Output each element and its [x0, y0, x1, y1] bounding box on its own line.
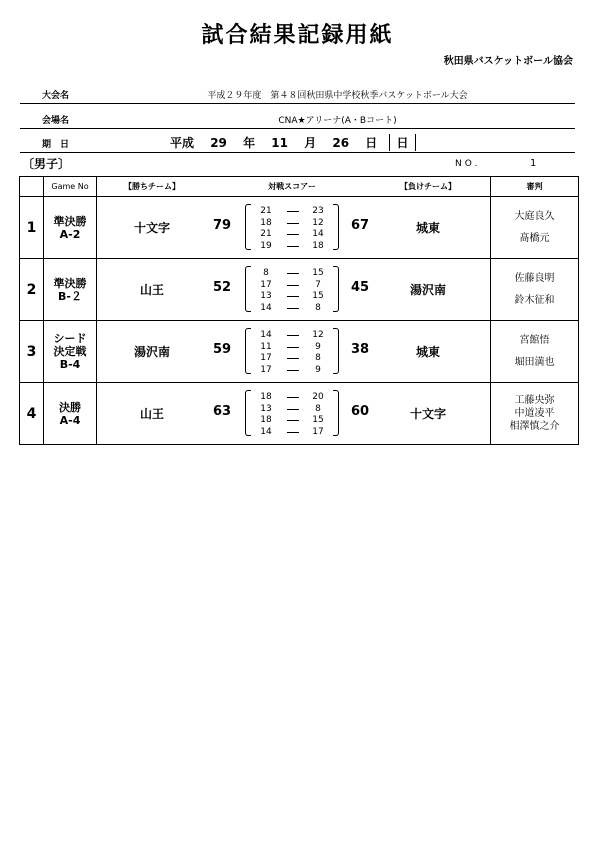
col-header-score: 対戦スコアー	[268, 182, 316, 191]
venue-name: CNA★アリーナ(A・Bコート)	[278, 116, 397, 126]
quarter-row	[253, 302, 331, 314]
referees	[491, 259, 579, 321]
referee-name: 大庭良久	[514, 211, 555, 222]
col-header-main	[97, 177, 491, 197]
col-header-loser: 【負けチーム】	[400, 182, 456, 191]
bracket-right	[333, 390, 339, 436]
quarter-row	[253, 267, 331, 279]
round-line: A-2	[59, 227, 81, 241]
quarter-row	[253, 228, 331, 240]
quarter-row	[253, 240, 331, 252]
quarter-dash	[287, 335, 299, 336]
divider	[20, 128, 575, 129]
quarter-row	[253, 352, 331, 364]
quarter-winner-points: 21	[260, 206, 272, 216]
game-number: 2	[20, 259, 44, 321]
quarter-loser-points: 8	[315, 302, 321, 313]
bracket-left	[245, 204, 251, 250]
quarter-loser-points: 12	[312, 217, 324, 228]
divider	[20, 103, 575, 104]
game-round	[44, 321, 97, 383]
loser-team: 城東	[415, 221, 440, 235]
round-line: シード	[53, 332, 87, 345]
bracket-left	[245, 266, 251, 312]
referees	[491, 383, 579, 445]
quarter-loser-points: 23	[312, 206, 324, 216]
table-row	[20, 321, 579, 383]
quarter-loser-points: 7	[315, 279, 321, 290]
quarter-dash	[287, 370, 299, 371]
quarter-row	[253, 391, 331, 403]
quarter-scores	[245, 203, 339, 251]
date-weekday: 日	[389, 134, 415, 151]
bracket-left	[245, 390, 251, 436]
winner-team: 山王	[139, 407, 164, 421]
winner-team: 湯沢南	[133, 345, 170, 359]
quarter-winner-points: 18	[260, 217, 272, 228]
date-year: 29	[210, 136, 227, 150]
referee-name: 髙橋元	[519, 233, 550, 244]
loser-team: 湯沢南	[409, 283, 446, 297]
col-header-number	[20, 177, 44, 197]
loser-score: 45	[350, 280, 370, 295]
results-table	[19, 176, 579, 445]
quarter-row	[253, 426, 331, 438]
quarter-dash	[287, 246, 299, 247]
quarter-loser-points: 9	[315, 364, 321, 375]
game-number: 1	[20, 197, 44, 259]
quarter-row	[253, 205, 331, 217]
quarter-dash	[287, 420, 299, 421]
quarter-winner-points: 21	[260, 229, 272, 239]
sheet-no-value: 1	[530, 158, 537, 169]
col-header-game-no: Game No	[44, 177, 97, 197]
winner-team: 山王	[139, 283, 164, 297]
table-row	[20, 197, 579, 259]
quarter-dash	[287, 223, 299, 224]
tournament-label: 大会名	[42, 91, 70, 101]
date-label: 期 日	[42, 140, 70, 150]
quarter-row	[253, 341, 331, 353]
quarter-dash	[287, 234, 299, 235]
quarter-row	[253, 364, 331, 376]
game-round	[44, 383, 97, 445]
bracket-right	[333, 328, 339, 374]
date-day: 26	[332, 136, 350, 150]
referee-name: 相澤慎之介	[509, 421, 560, 432]
round-line: 決勝	[59, 400, 81, 414]
quarter-dash	[287, 296, 299, 297]
tournament-name: 平成２９年度 第４８回秋田県中学校秋季バスケットボール大会	[207, 91, 468, 101]
quarter-winner-points: 13	[260, 403, 272, 414]
winner-team: 十文字	[133, 221, 170, 235]
quarter-loser-points: 12	[312, 330, 324, 340]
quarter-winner-points: 8	[263, 268, 269, 278]
loser-team: 城東	[415, 345, 440, 359]
quarter-dash	[287, 409, 299, 410]
loser-score: 67	[350, 218, 370, 233]
bracket-right	[333, 204, 339, 250]
quarter-dash	[287, 432, 299, 433]
quarter-dash	[287, 211, 299, 212]
quarter-loser-points: 9	[315, 341, 321, 352]
game-result	[97, 197, 491, 259]
quarter-dash	[287, 358, 299, 359]
quarter-scores	[245, 389, 339, 437]
quarter-scores	[245, 265, 339, 313]
referees	[491, 197, 579, 259]
date-month: 11	[271, 136, 288, 150]
game-number: 4	[20, 383, 44, 445]
quarter-winner-points: 18	[260, 415, 272, 425]
game-round	[44, 259, 97, 321]
bracket-left	[245, 328, 251, 374]
quarter-loser-points: 20	[312, 392, 324, 402]
referee-name: 佐藤良明	[514, 273, 555, 284]
round-line: 準決勝	[53, 276, 87, 290]
round-line: B-4	[59, 358, 81, 371]
quarter-loser-points: 8	[315, 353, 321, 363]
table-row	[20, 383, 579, 445]
quarter-winner-points: 17	[260, 353, 272, 363]
quarter-loser-points: 18	[312, 240, 324, 251]
loser-score: 60	[350, 404, 370, 419]
page-title: 試合結果記録用紙	[201, 23, 394, 48]
quarter-row	[253, 414, 331, 426]
quarter-winner-points: 14	[260, 426, 272, 437]
quarter-winner-points: 14	[260, 302, 272, 313]
quarter-row	[253, 290, 331, 302]
organizer-name: 秋田県バスケットボール協会	[443, 56, 573, 67]
referee-name: 中道凌平	[514, 408, 555, 419]
date-era: 平成	[170, 136, 195, 150]
quarter-dash	[287, 308, 299, 309]
table-header-row	[20, 177, 579, 197]
quarter-loser-points: 8	[315, 403, 321, 414]
round-line: A-4	[59, 413, 81, 427]
date-value	[170, 134, 428, 151]
game-number: 3	[20, 321, 44, 383]
game-result	[97, 321, 491, 383]
referee-name: 鈴木征和	[514, 295, 555, 306]
loser-score: 38	[350, 342, 370, 357]
quarter-dash	[287, 285, 299, 286]
quarter-loser-points: 17	[312, 426, 324, 437]
quarter-dash	[287, 273, 299, 274]
referees	[491, 321, 579, 383]
quarter-scores	[245, 327, 339, 375]
quarter-row	[253, 329, 331, 341]
date-year-unit: 年	[243, 136, 256, 150]
quarter-winner-points: 11	[260, 341, 272, 352]
game-round	[44, 197, 97, 259]
quarter-winner-points: 17	[260, 279, 272, 290]
sheet-no-label: NO.	[455, 159, 481, 169]
winner-score: 79	[212, 218, 232, 233]
referee-name: 工藤央弥	[514, 395, 555, 406]
quarter-winner-points: 17	[260, 364, 272, 375]
quarter-winner-points: 14	[260, 330, 272, 340]
quarter-loser-points: 15	[312, 415, 324, 425]
venue-label: 会場名	[42, 116, 70, 126]
quarter-row	[253, 279, 331, 291]
referee-name: 宮館悟	[519, 335, 550, 346]
bracket-right	[333, 266, 339, 312]
col-header-referees: 審判	[491, 177, 579, 197]
quarter-row	[253, 217, 331, 229]
table-row	[20, 259, 579, 321]
col-header-winner: 【勝ちチーム】	[124, 182, 180, 191]
divider	[20, 152, 575, 153]
quarter-loser-points: 15	[312, 268, 324, 278]
quarter-row	[253, 403, 331, 415]
game-result	[97, 383, 491, 445]
round-line: 決定戦	[53, 345, 87, 358]
winner-score: 52	[212, 280, 232, 295]
round-line: 準決勝	[53, 214, 87, 228]
quarter-loser-points: 15	[312, 291, 324, 301]
date-day-unit: 日	[365, 136, 378, 150]
winner-score: 63	[212, 404, 232, 419]
game-result	[97, 259, 491, 321]
quarter-dash	[287, 347, 299, 348]
loser-team: 十文字	[409, 407, 446, 421]
section-label: 〔男子〕	[22, 157, 71, 171]
quarter-winner-points: 18	[260, 392, 272, 402]
date-month-unit: 月	[304, 136, 317, 150]
quarter-winner-points: 13	[260, 291, 272, 301]
quarter-loser-points: 14	[312, 229, 324, 239]
winner-score: 59	[212, 342, 232, 357]
round-line: B-２	[58, 289, 82, 303]
quarter-dash	[287, 397, 299, 398]
referee-name: 堀田満也	[514, 357, 555, 368]
quarter-winner-points: 19	[260, 240, 272, 251]
